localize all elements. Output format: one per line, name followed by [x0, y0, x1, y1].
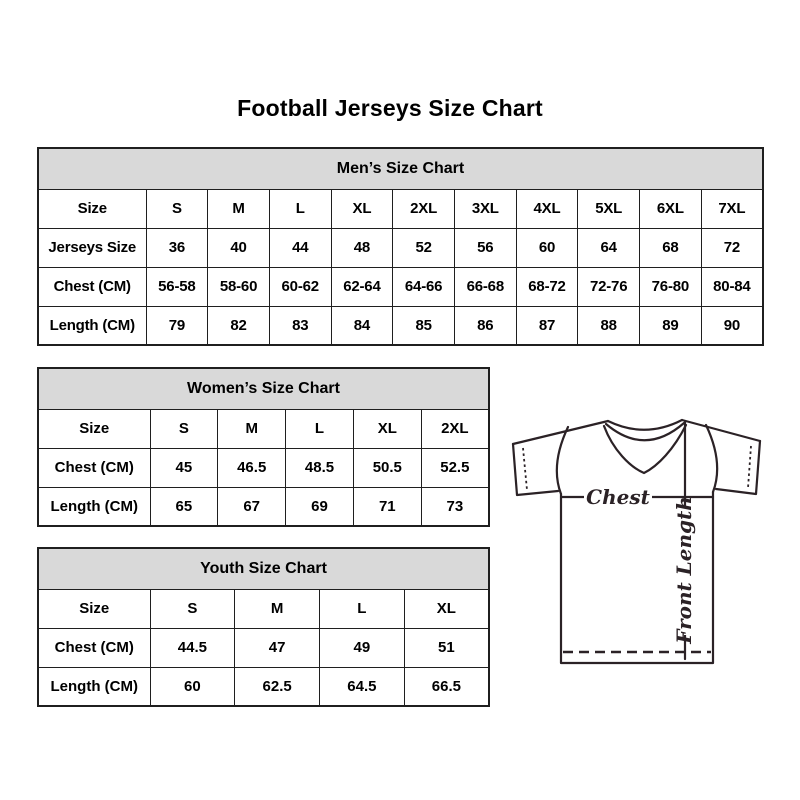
jersey-sleeve-seams	[557, 425, 717, 494]
value-cell: 83	[269, 306, 331, 345]
value-cell: 60	[150, 667, 235, 706]
value-cell: 48	[331, 228, 393, 267]
value-cell: 67	[218, 487, 286, 526]
jersey-collar-arc-outer	[608, 420, 682, 430]
table-header-row	[38, 548, 489, 589]
value-cell: 71	[353, 487, 421, 526]
value-cell: 5XL	[578, 189, 640, 228]
value-cell: XL	[331, 189, 393, 228]
value-cell: 7XL	[701, 189, 763, 228]
value-cell: 56	[454, 228, 516, 267]
value-cell: M	[218, 409, 286, 448]
table-row	[38, 228, 763, 267]
value-cell: 2XL	[393, 189, 455, 228]
row-label: Chest (CM)	[38, 448, 150, 487]
value-cell: 2XL	[421, 409, 489, 448]
row-label: Length (CM)	[38, 306, 146, 345]
value-cell: 80-84	[701, 267, 763, 306]
value-cell: 52	[393, 228, 455, 267]
jersey-measurement-diagram	[500, 405, 775, 675]
value-cell: 65	[150, 487, 218, 526]
table-title: Women’s Size Chart	[38, 368, 489, 409]
youth-size-chart-table	[37, 547, 490, 707]
value-cell: 4XL	[516, 189, 578, 228]
value-cell: 62-64	[331, 267, 393, 306]
value-cell: 72	[701, 228, 763, 267]
value-cell: 82	[208, 306, 270, 345]
value-cell: 66.5	[404, 667, 489, 706]
value-cell: 44	[269, 228, 331, 267]
table-row	[38, 306, 763, 345]
table-row	[38, 267, 763, 306]
value-cell: 88	[578, 306, 640, 345]
value-cell: 76-80	[640, 267, 702, 306]
table-header-row	[38, 368, 489, 409]
value-cell: 72-76	[578, 267, 640, 306]
value-cell: 40	[208, 228, 270, 267]
value-cell: 60-62	[269, 267, 331, 306]
value-cell: S	[146, 189, 208, 228]
row-label: Chest (CM)	[38, 267, 146, 306]
value-cell: 69	[286, 487, 354, 526]
value-cell: 68-72	[516, 267, 578, 306]
page-title: Football Jerseys Size Chart	[237, 95, 543, 121]
value-cell: 44.5	[150, 628, 235, 667]
value-cell: 49	[320, 628, 405, 667]
chest-label: Chest	[586, 485, 650, 509]
table-row	[38, 487, 489, 526]
value-cell: 45	[150, 448, 218, 487]
front-length-label: Front Length	[672, 496, 696, 644]
value-cell: S	[150, 409, 218, 448]
value-cell: 79	[146, 306, 208, 345]
value-cell: 64.5	[320, 667, 405, 706]
value-cell: 64-66	[393, 267, 455, 306]
table-row	[38, 628, 489, 667]
table-title: Youth Size Chart	[38, 548, 489, 589]
womens-size-chart-table	[37, 367, 490, 527]
value-cell: L	[269, 189, 331, 228]
value-cell: 47	[235, 628, 320, 667]
value-cell: 3XL	[454, 189, 516, 228]
table-row	[38, 667, 489, 706]
value-cell: 68	[640, 228, 702, 267]
table-row	[38, 448, 489, 487]
value-cell: M	[235, 589, 320, 628]
row-label: Size	[38, 189, 146, 228]
row-label: Jerseys Size	[38, 228, 146, 267]
value-cell: 36	[146, 228, 208, 267]
value-cell: 50.5	[353, 448, 421, 487]
value-cell: 86	[454, 306, 516, 345]
value-cell: 90	[701, 306, 763, 345]
value-cell: 51	[404, 628, 489, 667]
row-label: Size	[38, 409, 150, 448]
table-row	[38, 409, 489, 448]
value-cell: 46.5	[218, 448, 286, 487]
mens-size-chart-table	[37, 147, 764, 346]
row-label: Length (CM)	[38, 667, 150, 706]
table-header-row	[38, 148, 763, 189]
value-cell: 84	[331, 306, 393, 345]
value-cell: 73	[421, 487, 489, 526]
value-cell: 66-68	[454, 267, 516, 306]
value-cell: 87	[516, 306, 578, 345]
value-cell: 85	[393, 306, 455, 345]
value-cell: XL	[353, 409, 421, 448]
value-cell: 64	[578, 228, 640, 267]
table-row	[38, 589, 489, 628]
value-cell: XL	[404, 589, 489, 628]
value-cell: 6XL	[640, 189, 702, 228]
value-cell: S	[150, 589, 235, 628]
value-cell: 52.5	[421, 448, 489, 487]
row-label: Size	[38, 589, 150, 628]
value-cell: 62.5	[235, 667, 320, 706]
value-cell: 89	[640, 306, 702, 345]
value-cell: L	[286, 409, 354, 448]
row-label: Length (CM)	[38, 487, 150, 526]
table-title: Men’s Size Chart	[38, 148, 763, 189]
value-cell: 56-58	[146, 267, 208, 306]
value-cell: 60	[516, 228, 578, 267]
table-row	[38, 189, 763, 228]
row-label: Chest (CM)	[38, 628, 150, 667]
value-cell: L	[320, 589, 405, 628]
value-cell: M	[208, 189, 270, 228]
value-cell: 48.5	[286, 448, 354, 487]
value-cell: 58-60	[208, 267, 270, 306]
